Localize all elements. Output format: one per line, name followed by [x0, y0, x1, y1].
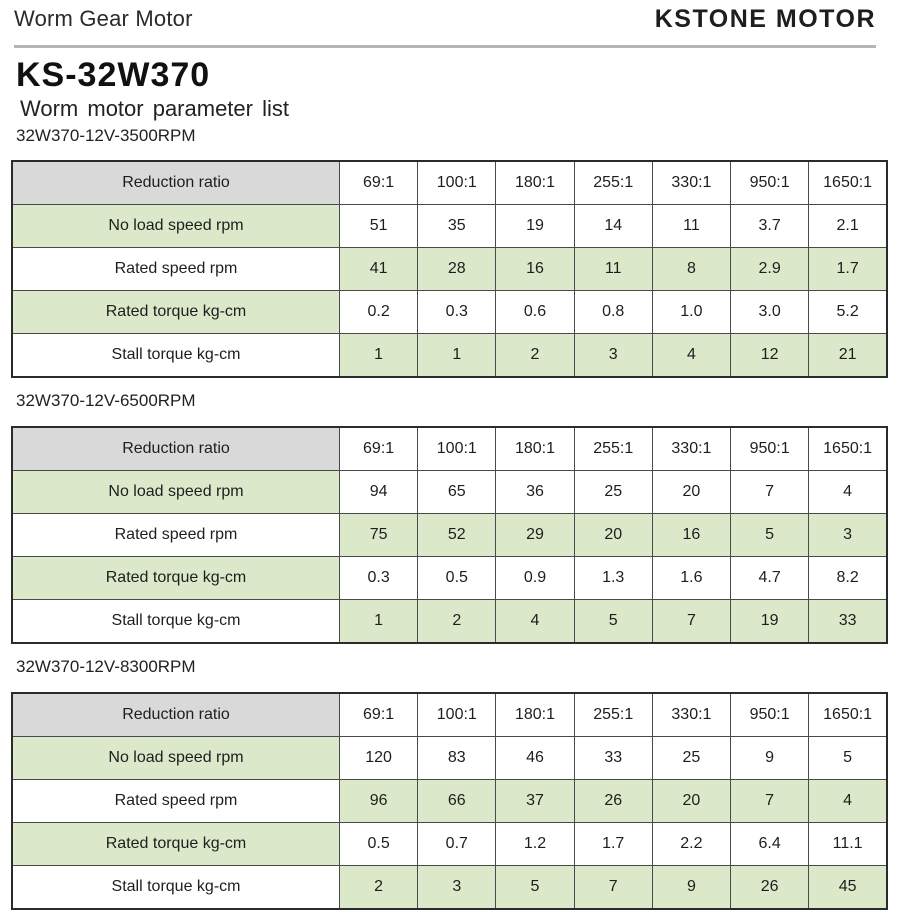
value-cell: 0.3 [340, 557, 418, 600]
row-label: Reduction ratio [12, 161, 340, 205]
value-cell: 16 [496, 248, 574, 291]
ratio-header-cell: 69:1 [340, 427, 418, 471]
value-cell: 51 [340, 205, 418, 248]
value-cell: 20 [652, 780, 730, 823]
value-cell: 5 [574, 600, 652, 644]
ratio-header-cell: 69:1 [340, 161, 418, 205]
row-label: No load speed rpm [12, 737, 340, 780]
rated-speed-row [12, 780, 887, 823]
value-cell: 66 [418, 780, 496, 823]
value-cell: 0.2 [340, 291, 418, 334]
value-cell: 4 [809, 471, 887, 514]
row-label: Rated speed rpm [12, 780, 340, 823]
ratio-header-cell: 69:1 [340, 693, 418, 737]
no-load-speed-row [12, 737, 887, 780]
value-cell: 41 [340, 248, 418, 291]
value-cell: 0.5 [418, 557, 496, 600]
row-label: Reduction ratio [12, 693, 340, 737]
ratio-header-cell: 950:1 [731, 161, 809, 205]
value-cell: 1 [340, 600, 418, 644]
rated-speed-row [12, 514, 887, 557]
ratio-header-cell: 180:1 [496, 427, 574, 471]
value-cell: 9 [731, 737, 809, 780]
ratio-header-cell: 100:1 [418, 693, 496, 737]
value-cell: 2.2 [652, 823, 730, 866]
reduction-ratio-row [12, 427, 887, 471]
ratio-header-cell: 255:1 [574, 427, 652, 471]
row-label: Stall torque kg-cm [12, 866, 340, 910]
brand-name: KSTONE MOTOR [654, 5, 876, 33]
value-cell: 1.7 [809, 248, 887, 291]
value-cell: 5 [731, 514, 809, 557]
row-label: Reduction ratio [12, 427, 340, 471]
value-cell: 0.8 [574, 291, 652, 334]
value-cell: 3 [418, 866, 496, 910]
row-label: Rated speed rpm [12, 514, 340, 557]
ratio-header-cell: 1650:1 [809, 693, 887, 737]
value-cell: 4 [809, 780, 887, 823]
value-cell: 7 [652, 600, 730, 644]
value-cell: 25 [574, 471, 652, 514]
value-cell: 0.3 [418, 291, 496, 334]
value-cell: 2 [418, 600, 496, 644]
row-label: No load speed rpm [12, 205, 340, 248]
value-cell: 65 [418, 471, 496, 514]
ratio-header-cell: 100:1 [418, 161, 496, 205]
value-cell: 2.9 [731, 248, 809, 291]
value-cell: 16 [652, 514, 730, 557]
reduction-ratio-row [12, 161, 887, 205]
value-cell: 7 [731, 780, 809, 823]
value-cell: 28 [418, 248, 496, 291]
value-cell: 0.6 [496, 291, 574, 334]
value-cell: 21 [809, 334, 887, 378]
value-cell: 45 [809, 866, 887, 910]
stall-torque-row [12, 334, 887, 378]
value-cell: 19 [731, 600, 809, 644]
value-cell: 46 [496, 737, 574, 780]
value-cell: 4 [652, 334, 730, 378]
value-cell: 5 [809, 737, 887, 780]
parameter-table [11, 160, 888, 378]
page-subtitle: Worm motor parameter list [20, 96, 289, 121]
value-cell: 1.3 [574, 557, 652, 600]
value-cell: 94 [340, 471, 418, 514]
row-label: Stall torque kg-cm [12, 334, 340, 378]
value-cell: 11.1 [809, 823, 887, 866]
value-cell: 3.7 [731, 205, 809, 248]
ratio-header-cell: 950:1 [731, 693, 809, 737]
value-cell: 3 [574, 334, 652, 378]
table-title: 32W370-12V-6500RPM [16, 391, 196, 410]
value-cell: 1 [340, 334, 418, 378]
value-cell: 5 [496, 866, 574, 910]
value-cell: 6.4 [731, 823, 809, 866]
value-cell: 1.7 [574, 823, 652, 866]
ratio-header-cell: 1650:1 [809, 161, 887, 205]
reduction-ratio-row [12, 693, 887, 737]
value-cell: 75 [340, 514, 418, 557]
value-cell: 11 [652, 205, 730, 248]
value-cell: 33 [809, 600, 887, 644]
ratio-header-cell: 1650:1 [809, 427, 887, 471]
value-cell: 0.5 [340, 823, 418, 866]
ratio-header-cell: 950:1 [731, 427, 809, 471]
parameter-table [11, 692, 888, 910]
value-cell: 14 [574, 205, 652, 248]
value-cell: 3 [809, 514, 887, 557]
stall-torque-row [12, 866, 887, 910]
no-load-speed-row [12, 471, 887, 514]
value-cell: 33 [574, 737, 652, 780]
value-cell: 35 [418, 205, 496, 248]
value-cell: 3.0 [731, 291, 809, 334]
value-cell: 5.2 [809, 291, 887, 334]
value-cell: 36 [496, 471, 574, 514]
rated-torque-row [12, 291, 887, 334]
value-cell: 1 [418, 334, 496, 378]
ratio-header-cell: 180:1 [496, 693, 574, 737]
value-cell: 4 [496, 600, 574, 644]
value-cell: 1.2 [496, 823, 574, 866]
stall-torque-row [12, 600, 887, 644]
table-title: 32W370-12V-8300RPM [16, 657, 196, 676]
rated-speed-row [12, 248, 887, 291]
row-label: Stall torque kg-cm [12, 600, 340, 644]
value-cell: 2 [496, 334, 574, 378]
document-category: Worm Gear Motor [14, 6, 193, 31]
value-cell: 83 [418, 737, 496, 780]
ratio-header-cell: 255:1 [574, 161, 652, 205]
row-label: Rated speed rpm [12, 248, 340, 291]
header-divider [14, 45, 876, 48]
parameter-table [11, 426, 888, 644]
value-cell: 20 [652, 471, 730, 514]
value-cell: 7 [574, 866, 652, 910]
value-cell: 9 [652, 866, 730, 910]
ratio-header-cell: 330:1 [652, 161, 730, 205]
value-cell: 2.1 [809, 205, 887, 248]
value-cell: 1.6 [652, 557, 730, 600]
ratio-header-cell: 330:1 [652, 693, 730, 737]
value-cell: 0.7 [418, 823, 496, 866]
value-cell: 26 [574, 780, 652, 823]
row-label: No load speed rpm [12, 471, 340, 514]
rated-torque-row [12, 823, 887, 866]
value-cell: 2 [340, 866, 418, 910]
ratio-header-cell: 100:1 [418, 427, 496, 471]
value-cell: 120 [340, 737, 418, 780]
value-cell: 12 [731, 334, 809, 378]
value-cell: 8 [652, 248, 730, 291]
value-cell: 8.2 [809, 557, 887, 600]
no-load-speed-row [12, 205, 887, 248]
value-cell: 37 [496, 780, 574, 823]
value-cell: 52 [418, 514, 496, 557]
value-cell: 1.0 [652, 291, 730, 334]
value-cell: 96 [340, 780, 418, 823]
value-cell: 7 [731, 471, 809, 514]
value-cell: 11 [574, 248, 652, 291]
value-cell: 20 [574, 514, 652, 557]
ratio-header-cell: 330:1 [652, 427, 730, 471]
row-label: Rated torque kg-cm [12, 823, 340, 866]
model-number: KS-32W370 [16, 56, 211, 94]
table-title: 32W370-12V-3500RPM [16, 126, 196, 145]
ratio-header-cell: 255:1 [574, 693, 652, 737]
ratio-header-cell: 180:1 [496, 161, 574, 205]
value-cell: 19 [496, 205, 574, 248]
rated-torque-row [12, 557, 887, 600]
row-label: Rated torque kg-cm [12, 557, 340, 600]
value-cell: 26 [731, 866, 809, 910]
value-cell: 25 [652, 737, 730, 780]
value-cell: 4.7 [731, 557, 809, 600]
value-cell: 29 [496, 514, 574, 557]
value-cell: 0.9 [496, 557, 574, 600]
row-label: Rated torque kg-cm [12, 291, 340, 334]
